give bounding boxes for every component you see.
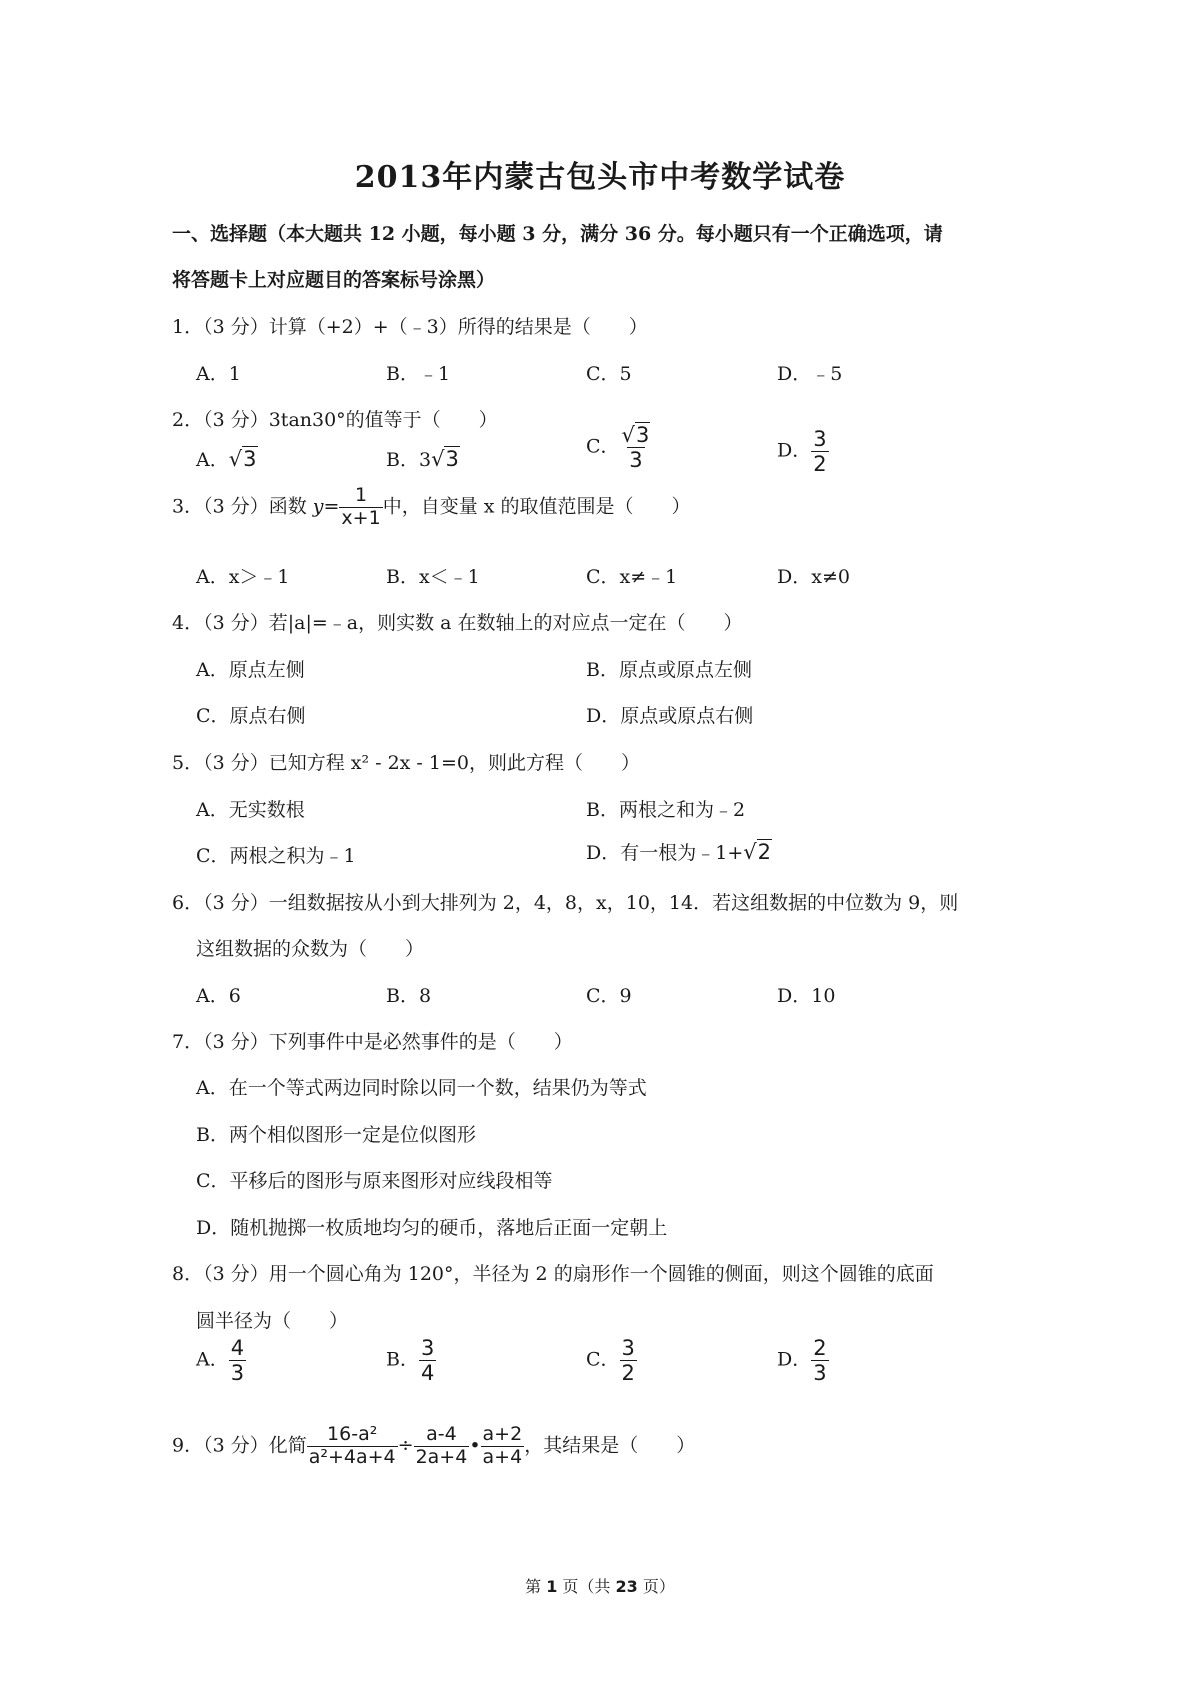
question-3: 3．（3 分）函数 y= $\frac{1}{x+1}$ 中，自变量 x 的取值范围是（ ） (172, 484, 691, 529)
fraction: $\frac{a+2}{a+4}$ (482, 1423, 523, 1468)
question-6-line1: 6．（3 分）一组数据按从小到大排列为 2，4，8，x，10，14．若这组数据的中位数为 9，则 (172, 892, 959, 914)
q3-option-a: A．x＞﹣1 (196, 566, 290, 588)
question-8-line1: 8．（3 分）用一个圆心角为 120°，半径为 2 的扇形作一个圆锥的侧面，则这个圆锥的底面 (172, 1263, 934, 1285)
fraction: $\frac{4}{3}$ (230, 1336, 245, 1386)
q5-option-b: B．两根之和为﹣2 (586, 799, 746, 821)
q5-option-c: C．两根之积为﹣1 (196, 845, 356, 867)
q8-option-d: D． $\frac{2}{3}$ (777, 1336, 827, 1386)
question-7: 7．（3 分）下列事件中是必然事件的是（ ） (172, 1031, 573, 1053)
q1-option-b: B．﹣1 (386, 363, 451, 385)
q5-option-a: A．无实数根 (196, 799, 305, 821)
q1-option-c: C．5 (586, 363, 632, 385)
fraction: $\frac{\text{16-a²}}{\text{a²+4a+4}}$ (308, 1423, 396, 1468)
q7-option-c: C．平移后的图形与原来图形对应线段相等 (196, 1170, 553, 1192)
q8-option-b: B． $\frac{3}{4}$ (386, 1336, 435, 1386)
page-footer: 第 1 页（共 23 页） (525, 1577, 675, 1596)
q6-option-d: D．10 (777, 985, 836, 1007)
q7-option-d: D．随机抛掷一枚质地均匀的硬币，落地后正面一定朝上 (196, 1217, 668, 1239)
q1-option-a: A．1 (196, 363, 241, 385)
q8-option-a: A． $\frac{4}{3}$ (196, 1336, 245, 1386)
q3-option-d: D．x≠0 (777, 566, 850, 588)
q7-option-b: B．两个相似图形一定是位似图形 (196, 1124, 476, 1146)
q8-option-c: C． $\frac{3}{2}$ (586, 1336, 635, 1386)
fraction: $\frac{a-4}{2a+4}$ (415, 1423, 468, 1468)
page-title: 2013年内蒙古包头市中考数学试卷 (354, 160, 846, 195)
q5-option-d: D．有一根为﹣1+√2 (586, 840, 772, 864)
fraction: $\frac{3}{2}$ (621, 1336, 635, 1386)
q7-option-a: A．在一个等式两边同时除以同一个数，结果仍为等式 (196, 1077, 647, 1099)
sqrt-expression: √2 (743, 840, 772, 864)
question-4: 4．（3 分）若|a|=﹣a，则实数 a 在数轴上的对应点一定在（ ） (172, 612, 743, 634)
question-6-line2: 这组数据的众数为（ ） (196, 938, 425, 960)
q4-option-b: B．原点或原点左侧 (586, 659, 752, 681)
page-number: 1 (546, 1577, 558, 1596)
sqrt-expression: √3 (431, 447, 459, 471)
sqrt-expression: √3 (228, 447, 257, 471)
fraction: $\frac{3}{2}$ (813, 427, 827, 477)
q6-option-c: C．9 (586, 985, 632, 1007)
q2-option-a: A．√3 (196, 447, 257, 471)
question-2: 2．（3 分）3tan30°的值等于（ ） (172, 409, 498, 431)
q3-option-b: B．x＜﹣1 (386, 566, 480, 588)
fraction: $\frac{3}{4}$ (420, 1336, 435, 1386)
q2-option-c: C． $\frac{√3}{3}$ (586, 424, 652, 471)
fraction: $\frac{2}{3}$ (813, 1336, 827, 1386)
q6-option-b: B．8 (386, 985, 432, 1007)
question-1: 1．（3 分）计算（+2）+（﹣3）所得的结果是（ ） (172, 316, 648, 338)
section-heading-line1: 一、选择题（本大题共 12 小题，每小题 3 分，满分 36 分。每小题只有一个正确选项，请 (172, 223, 943, 245)
q4-option-a: A．原点左侧 (196, 659, 305, 681)
q6-option-a: A．6 (196, 985, 241, 1007)
fraction: $\frac{√3}{3}$ (621, 423, 650, 473)
question-5: 5．（3 分）已知方程 x² - 2x - 1=0，则此方程（ ） (172, 752, 640, 774)
page-total: 23 (615, 1577, 638, 1596)
q2-option-b: B．3√3 (386, 447, 459, 471)
q3-option-c: C．x≠﹣1 (586, 566, 678, 588)
section-heading-line2: 将答题卡上对应题目的答案标号涂黑） (172, 269, 496, 291)
question-8-line2: 圆半径为（ ） (196, 1310, 349, 1332)
q4-option-c: C．原点右侧 (196, 705, 306, 727)
q4-option-d: D．原点或原点右侧 (586, 705, 754, 727)
q1-option-d: D．﹣5 (777, 363, 843, 385)
fraction: $\frac{1}{x+1}$ (341, 484, 381, 529)
question-9: 9．（3 分）化简 $\frac{\text{16-a²}}{\text{a²+4a+4}}$ ÷ $\frac{a-4}{2a+4}$ • $\frac{a+2}{a+4}$ ，其结果是（ ） (172, 1423, 696, 1468)
q2-option-d: D． $\frac{3}{2}$ (777, 427, 827, 477)
